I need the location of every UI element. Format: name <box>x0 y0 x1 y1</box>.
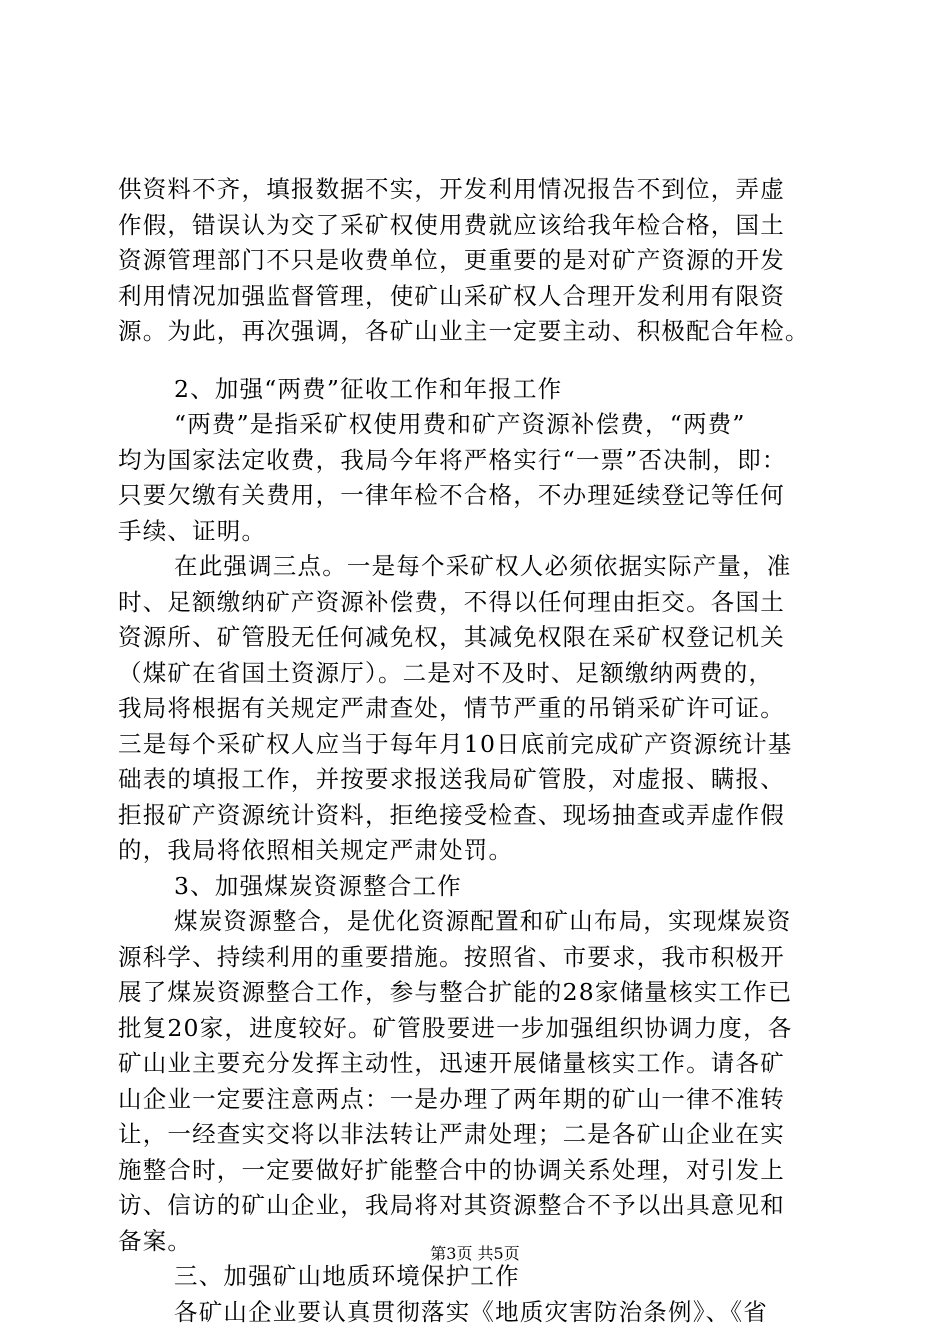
body-line: 只要欠缴有关费用，一律年检不合格，不办理延续登记等任何 <box>118 481 785 509</box>
section-heading: 3、加强煤炭资源整合工作 <box>174 871 462 900</box>
body-line: 我局将根据有关规定严肃查处，情节严重的吊销采矿许可证。 <box>118 694 785 722</box>
body-line: 供资料不齐，填报数据不实，开发利用情况报告不到位，弄虚 <box>118 175 785 203</box>
body-line: 源。为此，再次强调，各矿山业主一定要主动、积极配合年检。 <box>118 317 810 345</box>
body-line: 施整合时，一定要做好扩能整合中的协调关系处理，对引发上 <box>118 1155 785 1184</box>
body-line: 煤炭资源整合，是优化资源配置和矿山布局，实现煤炭资 <box>174 907 792 935</box>
body-line: 作假，错误认为交了采矿权使用费就应该给我年检合格，国土 <box>118 210 785 239</box>
body-line: 展了煤炭资源整合工作，参与整合扩能的28家储量核实工作已 <box>118 978 793 1006</box>
body-line: “两费”是指采矿权使用费和矿产资源补偿费，“两费” <box>174 410 746 438</box>
body-line: 的，我局将依照相关规定严肃处罚。 <box>118 836 514 864</box>
body-line: 利用情况加强监督管理，使矿山采矿权人合理开发利用有限资 <box>118 281 785 310</box>
section-heading: 三、加强矿山地质环境保护工作 <box>174 1262 520 1290</box>
document-body <box>118 172 836 1330</box>
body-line: 拒报矿产资源统计资料，拒绝接受检查、现场抽查或弄虚作假 <box>118 800 785 829</box>
page-number-footer: 第3页 共5页 <box>430 1244 520 1263</box>
body-line: 手续、证明。 <box>118 516 267 545</box>
body-line: 批复20家，进度较好。矿管股要进一步加强组织协调力度，各 <box>118 1013 793 1042</box>
body-line: 均为国家法定收费，我局今年将严格实行“一票”否决制，即： <box>118 445 787 474</box>
body-line: 各矿山企业要认真贯彻落实《地质灾害防治条例》、《省 <box>174 1297 768 1326</box>
section-heading: 2、加强“两费”征收工作和年报工作 <box>174 374 563 403</box>
body-line: 矿山业主要充分发挥主动性，迅速开展储量核实工作。请各矿 <box>118 1049 785 1077</box>
body-line: 让，一经查实交将以非法转让严肃处理；二是各矿山企业在实 <box>118 1120 785 1148</box>
body-line: 三是每个采矿权人应当于每年月10日底前完成矿产资源统计基 <box>118 729 793 758</box>
body-line: 时、足额缴纳矿产资源补偿费，不得以任何理由拒交。各国土 <box>118 587 785 616</box>
body-line: 资源管理部门不只是收费单位，更重要的是对矿产资源的开发 <box>118 246 785 274</box>
body-line: 础表的填报工作，并按要求报送我局矿管股，对虚报、瞒报、 <box>118 765 785 793</box>
body-line: 在此强调三点。一是每个采矿权人必须依据实际产量，准 <box>174 552 792 580</box>
body-line: 源科学、持续利用的重要措施。按照省、市要求，我市积极开 <box>118 942 785 971</box>
body-line: 访、信访的矿山企业，我局将对其资源整合不予以出具意见和 <box>118 1191 785 1219</box>
body-line: 山企业一定要注意两点：一是办理了两年期的矿山一律不准转 <box>118 1084 785 1113</box>
paragraph-gap <box>118 350 836 372</box>
body-line: 备案。 <box>118 1226 193 1255</box>
body-line: 资源所、矿管股无任何减免权，其减免权限在采矿权登记机关 <box>118 623 785 651</box>
body-line: （煤矿在省国土资源厅）。二是对不及时、足额缴纳两费的， <box>118 658 774 687</box>
